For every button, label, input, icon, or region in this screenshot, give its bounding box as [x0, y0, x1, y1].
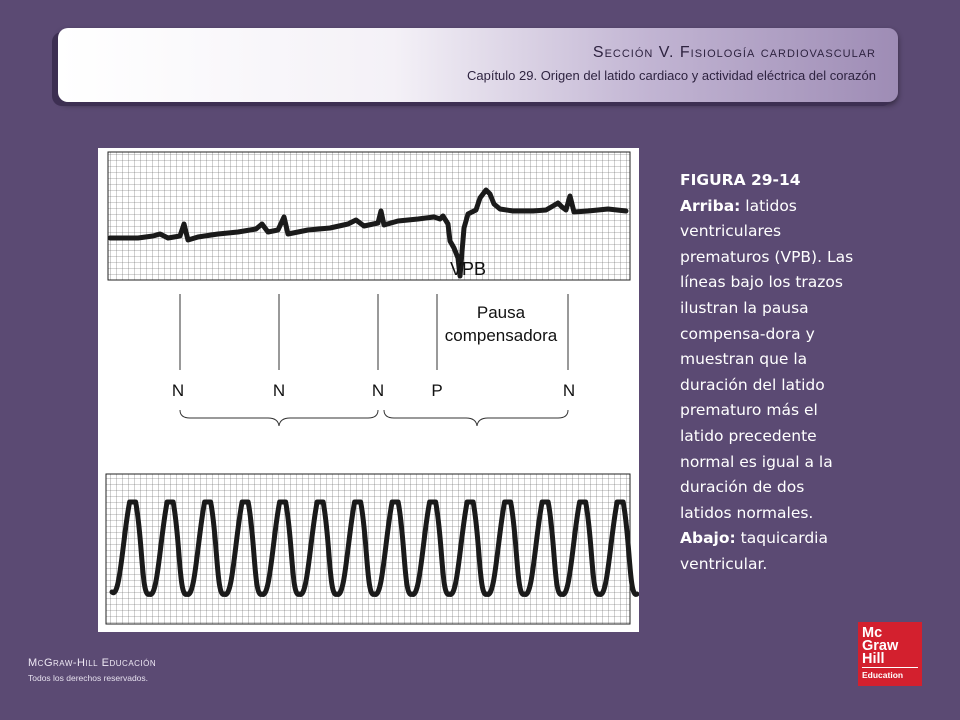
- beat-label-n: N: [272, 381, 286, 400]
- ecg-grid-top: [108, 152, 630, 280]
- pause-label-line2: compensadora: [444, 326, 558, 345]
- caption-title: FIGURA 29-14: [680, 171, 801, 189]
- caption-top-paragraph: [680, 194, 855, 527]
- logo-line1: Mc: [862, 625, 883, 641]
- figure-caption: [680, 168, 855, 578]
- caption-bottom-paragraph: [680, 526, 855, 577]
- caption-bottom-text: taquicardia ventricular.: [680, 529, 828, 573]
- ecg-figure: [98, 148, 639, 632]
- beat-label-n: N: [171, 381, 185, 400]
- beat-label-n: N: [562, 381, 576, 400]
- publisher-name: McGraw-Hill Educación: [28, 657, 157, 669]
- caption-bottom-label: Abajo:: [680, 529, 736, 548]
- section-title: Sección V. Fisiología cardiovascular: [592, 44, 876, 61]
- ecg-figure-svg: [98, 148, 639, 632]
- brace-premature-plus-pause: [384, 410, 568, 426]
- caption-top-label: Arriba:: [680, 196, 741, 215]
- logo-line4: Education: [862, 670, 904, 680]
- logo-line3: Hill: [862, 651, 885, 667]
- mcgraw-hill-logo: [858, 622, 922, 686]
- chapter-title: Capítulo 29. Origen del latido cardiaco y actividad eléctrica del corazón: [466, 68, 876, 83]
- pause-label-line1: Pausa: [476, 303, 526, 322]
- rights-notice: Todos los derechos reservados.: [28, 673, 149, 683]
- vpb-label: VPB: [450, 259, 487, 279]
- caption-top-text: latidos ventriculares prematuros (VPB). Las líneas bajo los trazos ilustran la pausa compensa-dora y muestran que la duración del latido prematuro más el latido precedente normal es igual a la duración de dos latidos normales.: [680, 196, 854, 522]
- beat-label-n: N: [371, 381, 385, 400]
- brace-normal-beats: [180, 410, 378, 426]
- logo-divider: [862, 667, 918, 668]
- logo-line2: Graw: [862, 638, 899, 654]
- header-banner: [58, 28, 898, 102]
- beat-label-p: P: [431, 381, 443, 400]
